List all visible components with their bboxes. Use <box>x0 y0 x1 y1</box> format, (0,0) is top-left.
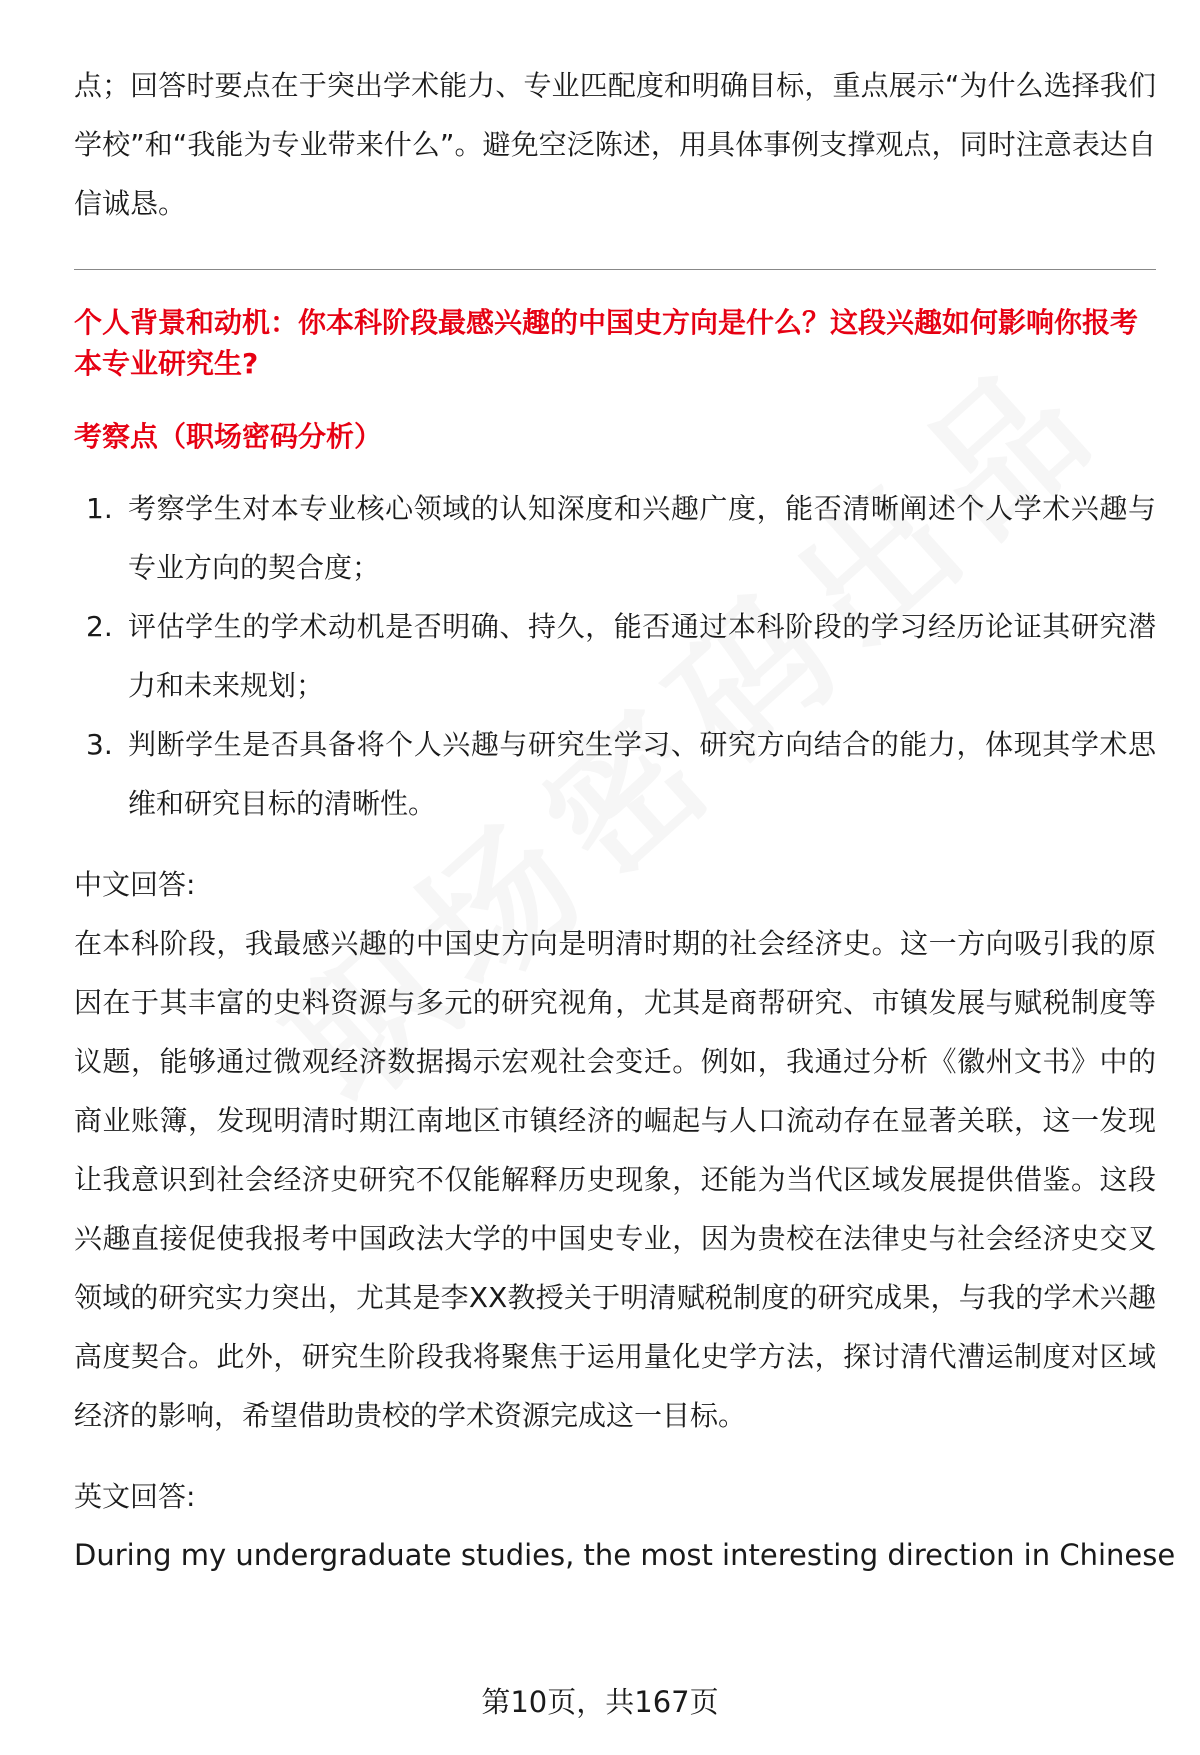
chinese-answer-label: 中文回答: <box>74 868 196 901</box>
list-number: 3. <box>86 728 113 761</box>
list-number: 1. <box>86 492 113 525</box>
english-answer-text: During my undergraduate studies, the most interesting direction in Chinese <box>74 1538 1176 1572</box>
list-item <box>74 715 1156 833</box>
english-answer-label: 英文回答: <box>74 1480 196 1513</box>
list-item-text: 判断学生是否具备将个人兴趣与研究生学习、研究方向结合的能力，体现其学术思维和研究目标的清晰性。 <box>128 728 1156 820</box>
list-item-text: 评估学生的学术动机是否明确、持久，能否通过本科阶段的学习经历论证其研究潜力和未来规划； <box>128 610 1156 702</box>
list-item <box>74 597 1156 715</box>
intro-paragraph: 点；回答时要点在于突出学术能力、专业匹配度和明确目标，重点展示“为什么选择我们学校”和“我能为专业带来什么”。避免空泛陈述，用具体事例支撑观点，同时注意表达自信诚恳。 <box>74 69 1156 220</box>
chinese-answer-text: 在本科阶段，我最感兴趣的中国史方向是明清时期的社会经济史。这一方向吸引我的原因在于其丰富的史料资源与多元的研究视角，尤其是商帮研究、市镇发展与赋税制度等议题，能够通过微观经济数据揭示宏观社会变迁。例如，我通过分析《徽州文书》中的商业账簿，发现明清时期江南地区市镇经济的崛起与人口流动存在显著关联，这一发现让我意识到社会经济史研究不仅能解释历史现象，还能为当代区域发展提供借鉴。这段兴趣直接促使我报考中国政法大学的中国史专业，因为贵校在法律史与社会经济史交叉领域的研究实力突出，尤其是李XX教授关于明清赋税制度的研究成果，与我的学术兴趣高度契合。此外，研究生阶段我将聚焦于运用量化史学方法，探讨清代漕运制度对区域经济的影响，希望借助贵校的学术资源完成这一目标。 <box>74 927 1156 1432</box>
list-number: 2. <box>86 610 113 643</box>
page-indicator: 第10页，共167页 <box>481 1685 719 1719</box>
list-item <box>74 479 1156 597</box>
document-page <box>74 56 1176 1585</box>
assessment-points <box>74 479 1156 833</box>
list-item-text: 考察学生对本专业核心领域的认知深度和兴趣广度，能否清晰阐述个人学术兴趣与专业方向的契合度； <box>128 492 1156 584</box>
question-title: 个人背景和动机：你本科阶段最感兴趣的中国史方向是什么？这段兴趣如何影响你报考本专业研究生? <box>74 306 1139 380</box>
section-divider <box>74 269 1156 270</box>
assessment-heading: 考察点（职场密码分析） <box>74 420 383 453</box>
